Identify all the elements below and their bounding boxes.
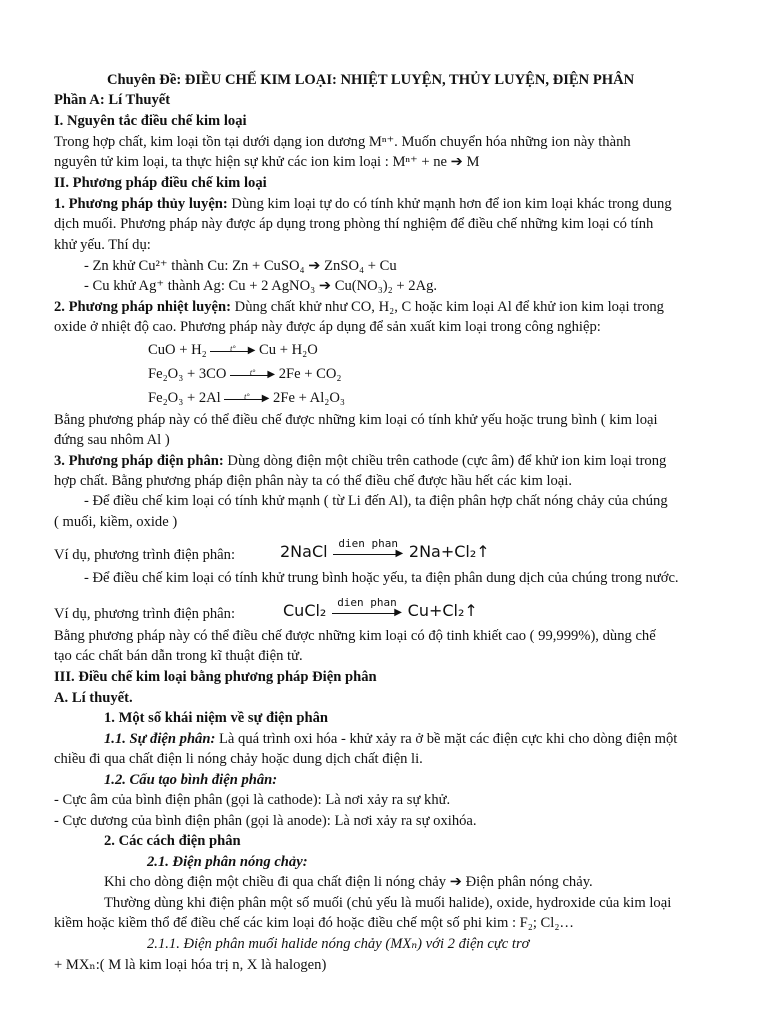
- method-2-line-4: đứng sau nhôm Al ): [54, 432, 170, 448]
- section-3-heading: III. Điều chế kim loại bằng phương pháp Điện phân: [54, 669, 377, 685]
- method-3-line-6: Bằng phương pháp này có thể điều chế được những kim loại có độ tinh khiết cao ( 99,999%), dùng chế: [54, 628, 656, 644]
- concept-1-1-text-1: Là quá trình oxi hóa - khử xảy ra ở bề mặt các điện cực khi cho dòng điện một: [215, 731, 678, 747]
- concept-2-1-line-1: Khi cho dòng điện một chiều đi qua chất điện li nóng chảy ➔ Điện phân nóng chảy.: [104, 874, 593, 890]
- electrolysis-arrow: dien phan ▶: [332, 607, 402, 619]
- concept-2-heading: 2. Các cách điện phân: [104, 833, 241, 849]
- concept-2-1-1-heading: 2.1.1. Điện phân muối halide nóng chảy (MXₙ) với 2 điện cực trơ: [147, 936, 530, 952]
- concept-1-2-heading: 1.2. Cấu tạo bình điện phân:: [104, 772, 278, 788]
- temperature-label: t°: [230, 343, 236, 353]
- reaction-3-left: Fe₂O₃ + 2Al: [148, 390, 221, 406]
- method-3-line-3: - Để điều chế kim loại có tính khử mạnh ( từ Li đến Al), ta điện phân hợp chất nóng chảy của chúng: [84, 493, 668, 509]
- heat-arrow: t° ▶: [210, 346, 255, 356]
- method-3-label: 3. Phương pháp điện phân:: [54, 453, 224, 469]
- method-1-example-2: - Cu khử Ag⁺ thành Ag: Cu + 2 AgNO₃ ➔ Cu(NO₃)₂ + 2Ag.: [84, 278, 438, 294]
- temperature-label: t°: [244, 391, 250, 401]
- reaction-1-left: CuO + H₂: [148, 342, 207, 358]
- method-3-line-2: hợp chất. Bằng phương pháp điện phân này ta có thể điều chế được hầu hết các kim loại.: [54, 473, 572, 489]
- subsection-a-heading: A. Lí thuyết.: [54, 690, 133, 706]
- concept-1-1-label: 1.1. Sự điện phân:: [104, 731, 216, 747]
- method-1-example-1: - Zn khử Cu²⁺ thành Cu: Zn + CuSO₄ ➔ ZnSO₄ + Cu: [84, 258, 397, 274]
- method-1-line-1: [54, 194, 672, 214]
- example-label-1: Ví dụ, phương trình điện phân:: [54, 547, 236, 563]
- method-2-line-3: Bằng phương pháp này có thể điều chế được những kim loại có tính khử yếu hoặc trung bình ( kim loại: [54, 412, 658, 428]
- concept-1-1-line-2: chiều đi qua chất điện li nóng chảy hoặc dung dịch chất điện li.: [54, 751, 423, 767]
- reaction-2: [148, 364, 342, 384]
- method-3-line-5: - Để điều chế kim loại có tính khử trung bình hoặc yếu, ta điện phân dung dịch của chúng trong nước.: [84, 570, 679, 586]
- method-2-line-2: oxide ở nhiệt độ cao. Phương pháp này được áp dụng để sản xuất kim loại trong công nghiệp:: [54, 319, 601, 335]
- concept-1-heading: 1. Một số khái niệm về sự điện phân: [104, 710, 329, 726]
- method-3-line-7: tạo các chất bán dẫn trong kĩ thuật điện tử.: [54, 648, 303, 664]
- electrolysis-equation-1: [280, 536, 490, 563]
- equation-2-left: CuCl₂: [283, 601, 327, 620]
- document-title: Chuyên Đề: ĐIỀU CHẾ KIM LOẠI: NHIỆT LUYỆN, THỦY LUYỆN, ĐIỆN PHÂN: [107, 72, 635, 88]
- equation-2-right: Cu+Cl₂↑: [407, 601, 478, 620]
- concept-2-1-heading: 2.1. Điện phân nóng chảy:: [147, 854, 308, 870]
- section-1-line-1: Trong hợp chất, kim loại tồn tại dưới dạng ion dương Mⁿ⁺. Muốn chuyển hóa những ion này thành: [54, 134, 631, 150]
- concept-2-1-1-line-1: + MXₙ:( M là kim loại hóa trị n, X là halogen): [54, 957, 327, 973]
- electrolysis-arrow: dien phan ▶: [333, 548, 403, 560]
- reaction-1: [148, 340, 318, 360]
- electrolysis-equation-2: [283, 595, 478, 622]
- concept-1-1-line-1: [104, 729, 677, 749]
- method-1-line-3: khử yếu. Thí dụ:: [54, 237, 151, 253]
- electrolysis-label: dien phan: [337, 595, 397, 609]
- method-2-label: 2. Phương pháp nhiệt luyện:: [54, 299, 232, 315]
- section-1-line-2: nguyên tử kim loại, ta thực hiện sự khử các ion kim loại : Mⁿ⁺ + ne ➔ M: [54, 154, 480, 170]
- concept-1-2-line-1: - Cực âm của bình điện phân (gọi là cathode): Là nơi xảy ra sự khử.: [54, 792, 451, 808]
- concept-2-1-line-3: kiềm hoặc kiềm thổ để điều chế các kim loại đó hoặc điều chế một số phi kim : F₂; Cl₂…: [54, 915, 575, 931]
- equation-1-left: 2NaCl: [280, 542, 328, 561]
- heat-arrow: t° ▶: [224, 394, 269, 404]
- reaction-3: [148, 388, 345, 408]
- temperature-label: t°: [249, 367, 256, 377]
- method-1-line-2: dịch muối. Phương pháp này được áp dụng trong phòng thí nghiệm để điều chế những kim loại có tính: [54, 216, 654, 232]
- method-3-line-1: [54, 451, 666, 471]
- heat-arrow: t° ▶: [230, 370, 275, 380]
- equation-1-right: 2Na+Cl₂↑: [408, 542, 490, 561]
- method-1-text-1: Dùng kim loại tự do có tính khử mạnh hơn để ion kim loại khác trong dung: [227, 196, 672, 212]
- reaction-2-right: 2Fe + CO₂: [278, 366, 342, 382]
- section-2-heading: II. Phương pháp điều chế kim loại: [54, 175, 267, 191]
- reaction-1-right: Cu + H₂O: [259, 342, 318, 358]
- example-label-2: Ví dụ, phương trình điện phân:: [54, 606, 236, 622]
- method-2-line-1: [54, 297, 664, 317]
- section-1-heading: I. Nguyên tắc điều chế kim loại: [54, 113, 247, 129]
- part-a-heading: Phần A: Lí Thuyết: [54, 92, 171, 108]
- method-3-line-4: ( muối, kiềm, oxide ): [54, 514, 178, 530]
- method-3-text-1: Dùng dòng điện một chiều trên cathode (cực âm) để khử ion kim loại trong: [223, 453, 667, 469]
- reaction-3-right: 2Fe + Al₂O₃: [273, 390, 345, 406]
- method-1-label: 1. Phương pháp thủy luyện:: [54, 196, 228, 212]
- reaction-2-left: Fe₂O₃ + 3CO: [148, 366, 227, 382]
- electrolysis-label: dien phan: [338, 536, 399, 550]
- concept-1-2-line-2: - Cực dương của bình điện phân (gọi là anode): Là nơi xảy ra sự oxihóa.: [54, 813, 477, 829]
- method-2-text-1: Dùng chất khử như CO, H₂, C hoặc kim loại Al để khử ion kim loại trong: [231, 299, 664, 315]
- concept-2-1-line-2: Thường dùng khi điện phân một số muối (chủ yếu là muối halide), oxide, hydroxide của kim loại: [104, 895, 672, 911]
